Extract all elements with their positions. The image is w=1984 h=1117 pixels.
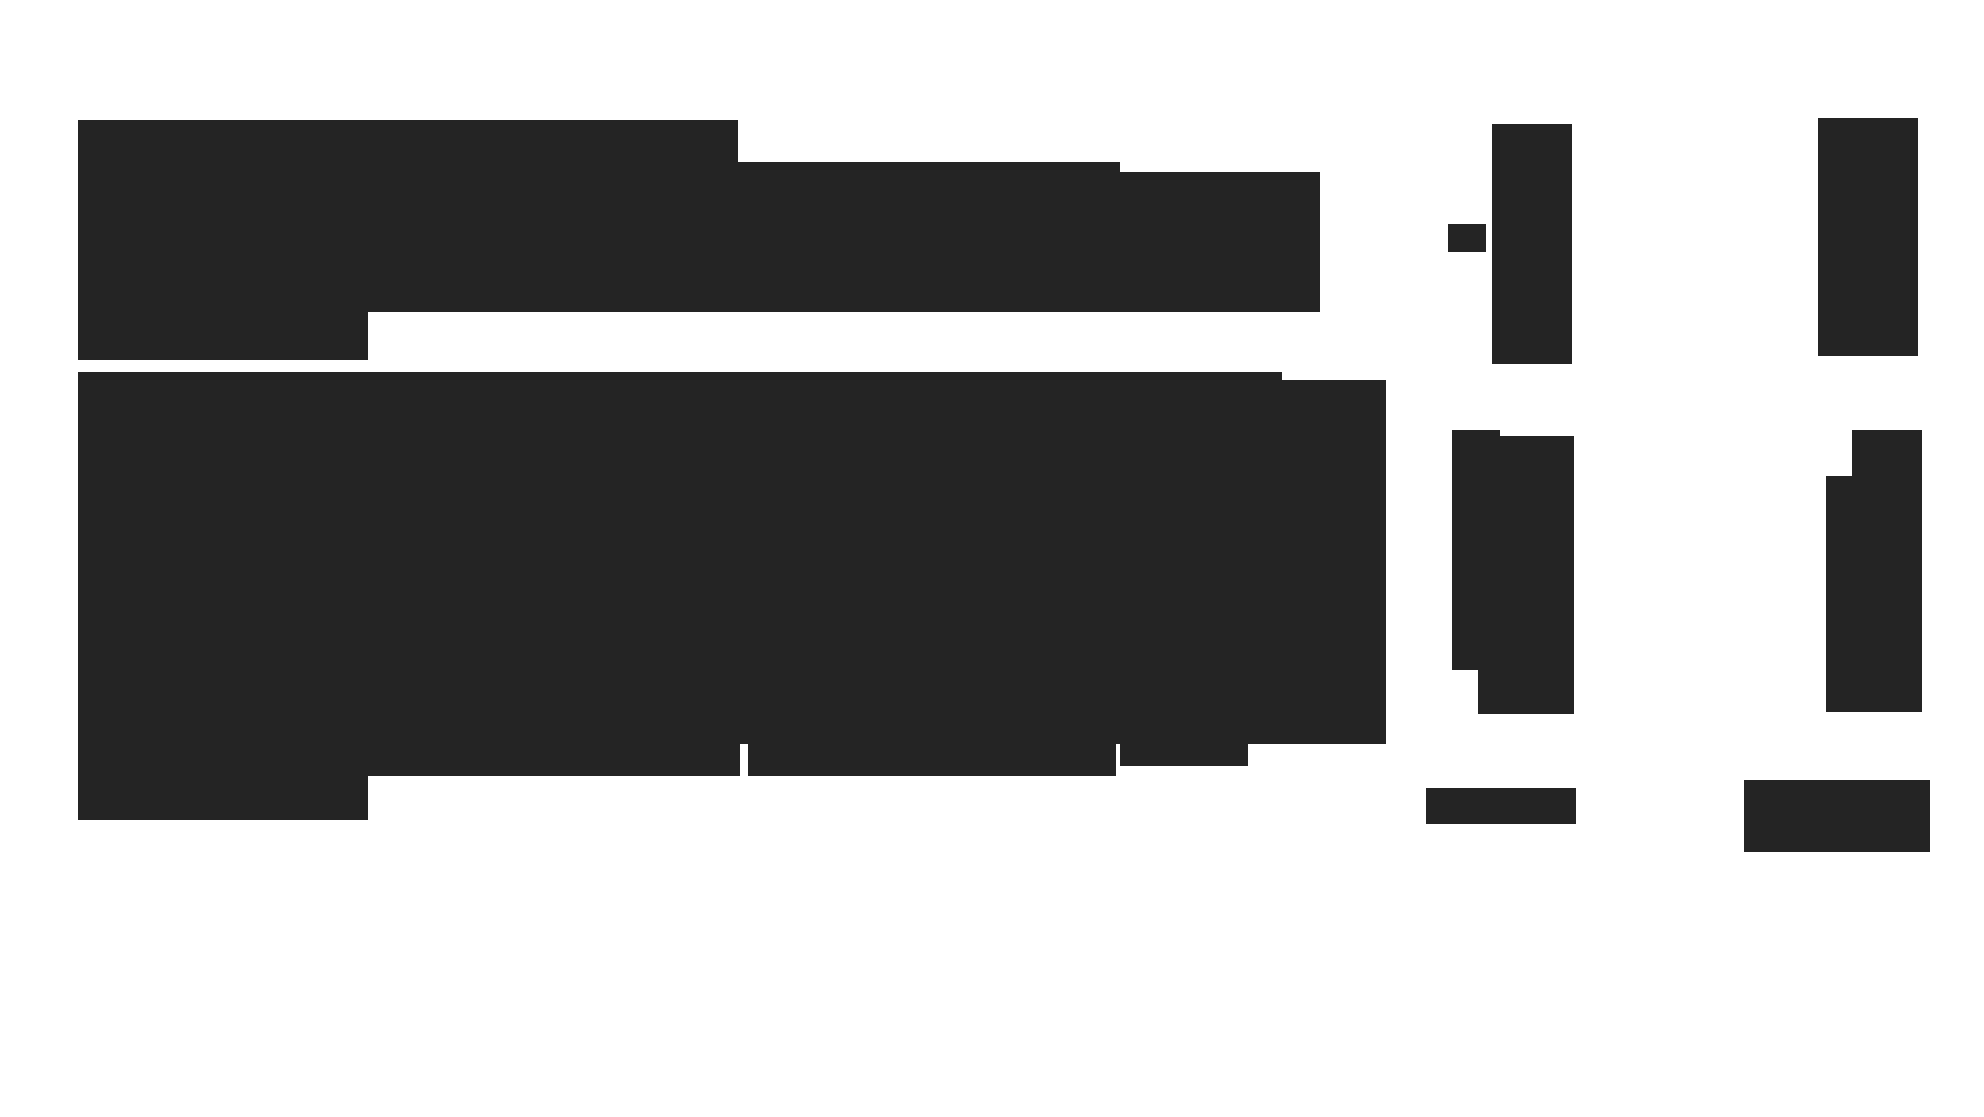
block-top-small-dash <box>1448 224 1486 252</box>
block-top-left-large <box>78 120 368 360</box>
block-main-body-lower-b <box>748 736 1116 776</box>
block-main-col-left-wide <box>1478 436 1574 714</box>
block-top-row-wide-bar <box>360 172 1320 312</box>
block-main-body-lower-a <box>368 736 740 776</box>
block-main-col-right-wide <box>1852 430 1922 712</box>
block-top-column-right <box>1818 118 1918 356</box>
block-footer-wide-bar <box>1744 780 1930 852</box>
block-top-column-left <box>1492 124 1572 364</box>
block-top-row-upper-bar <box>360 120 738 168</box>
block-footer-small-bar <box>1426 788 1576 824</box>
block-main-left-large <box>78 372 368 820</box>
block-main-body-core <box>360 380 1386 744</box>
block-main-body-lower-c <box>1120 736 1248 766</box>
